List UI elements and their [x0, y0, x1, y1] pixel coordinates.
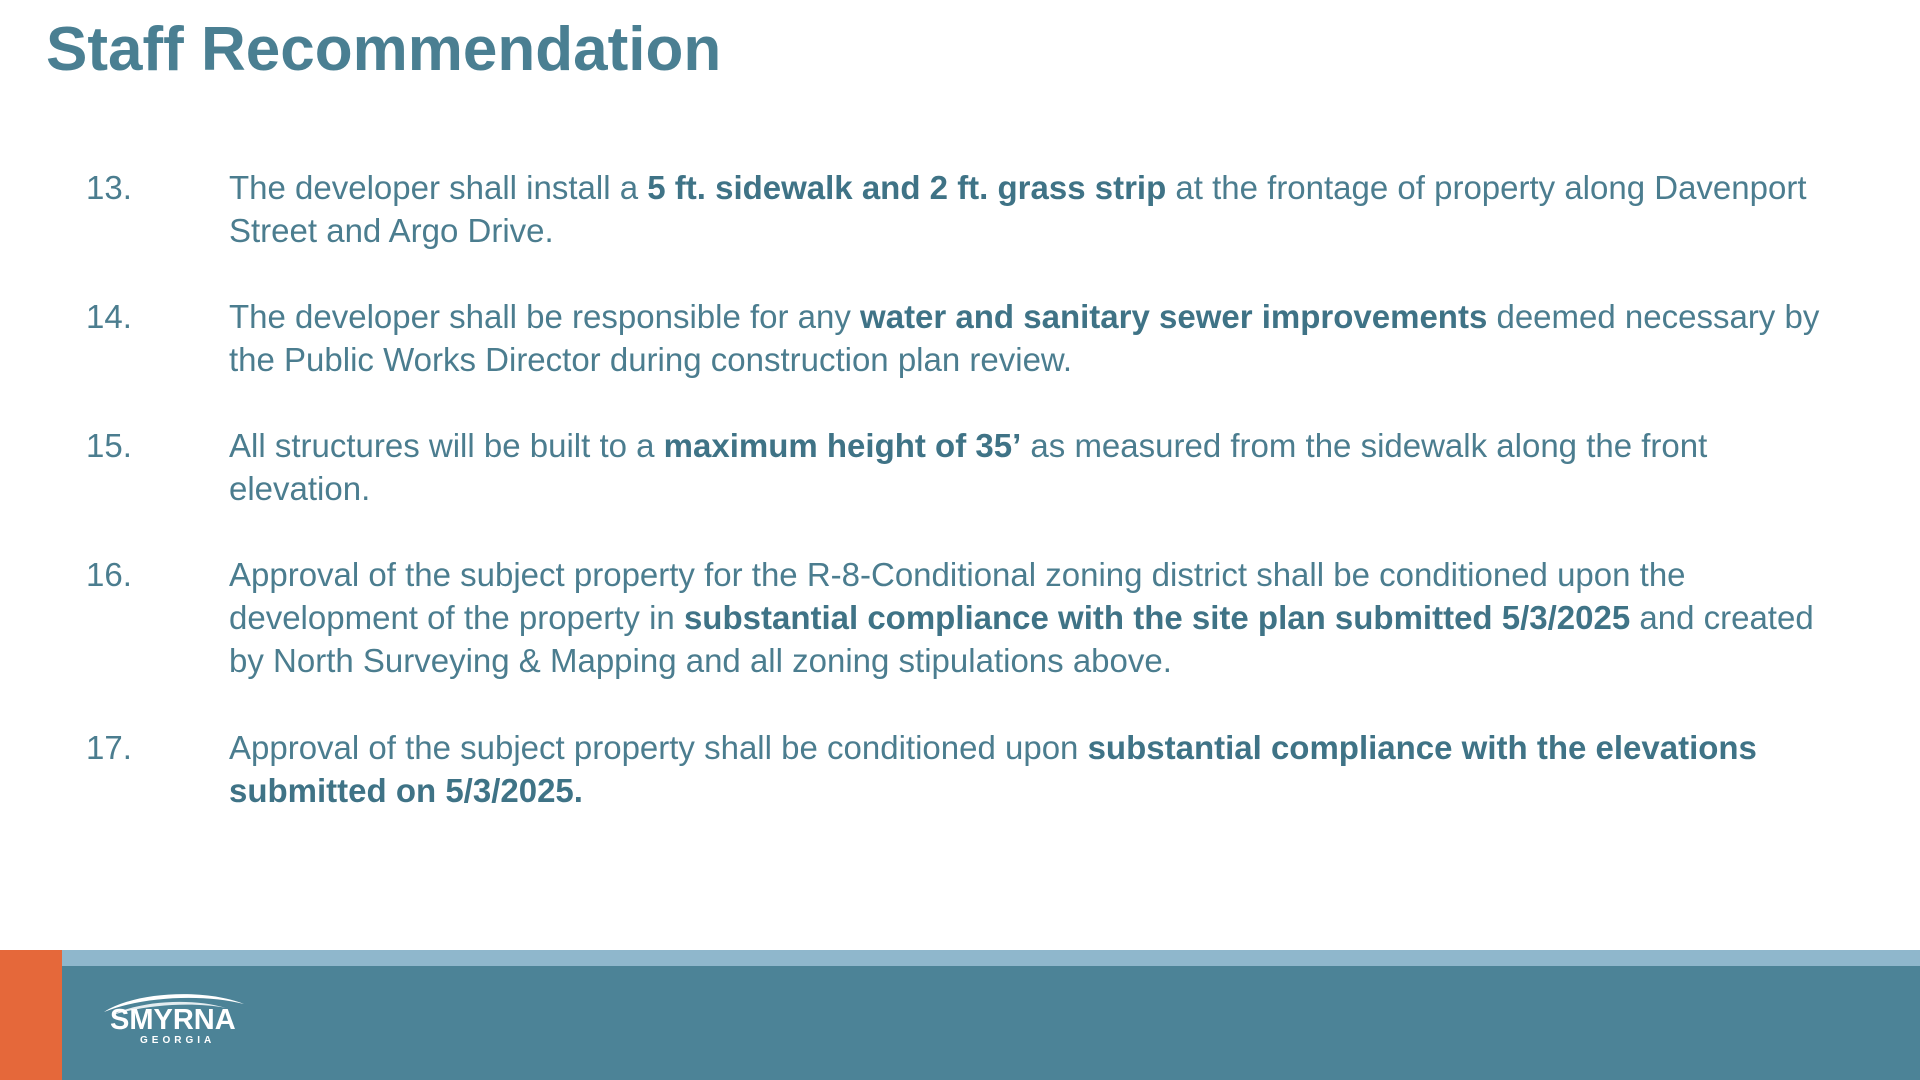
item-number: 16. — [86, 556, 132, 593]
logo-wordmark: SMYRNA — [110, 1004, 236, 1036]
item-text-segment: The developer shall be responsible for any — [229, 298, 861, 335]
item-text — [229, 553, 1849, 682]
item-text-emphasis: 5 ft. sidewalk and 2 ft. grass strip — [647, 169, 1167, 206]
item-text — [229, 424, 1849, 510]
footer-orange-accent — [0, 950, 62, 1080]
item-text-segment: All structures will be built to a — [229, 427, 664, 464]
item-number: 13. — [86, 169, 132, 206]
item-text-segment: deemed necessary by the Public Works Director during construction plan review. — [229, 298, 1820, 378]
footer-light-band — [0, 950, 1920, 966]
item-text-emphasis: substantial compliance with the elevations submitted on 5/3/2025. — [229, 729, 1757, 809]
item-text-emphasis: maximum height of 35’ — [663, 427, 1022, 464]
item-text-segment: The developer shall install a — [229, 169, 648, 206]
item-text-emphasis: substantial compliance with the site plan submitted 5/3/2025 — [683, 599, 1631, 636]
item-text-segment: Approval of the subject property shall be conditioned upon — [229, 729, 1088, 766]
smyrna-logo — [94, 988, 304, 1048]
item-text-segment: as measured from the sidewalk along the front elevation. — [229, 427, 1708, 507]
logo-subtext: GEORGIA — [140, 1035, 216, 1046]
item-text-segment: at the frontage of property along Davenport Street and Argo Drive. — [229, 169, 1807, 249]
item-text — [229, 726, 1849, 812]
item-text-emphasis: water and sanitary sewer improvements — [860, 298, 1488, 335]
item-number: 17. — [86, 729, 132, 766]
item-number: 14. — [86, 298, 132, 335]
item-text-segment: and created by North Surveying & Mapping and all zoning stipulations above. — [229, 599, 1814, 679]
item-text — [229, 295, 1849, 381]
item-text — [229, 166, 1849, 252]
item-text-segment: Approval of the subject property for the R-8-Conditional zoning district shall be conditioned upon the development of the property in — [229, 556, 1686, 636]
item-number: 15. — [86, 427, 132, 464]
slide-title: Staff Recommendation — [46, 15, 722, 84]
